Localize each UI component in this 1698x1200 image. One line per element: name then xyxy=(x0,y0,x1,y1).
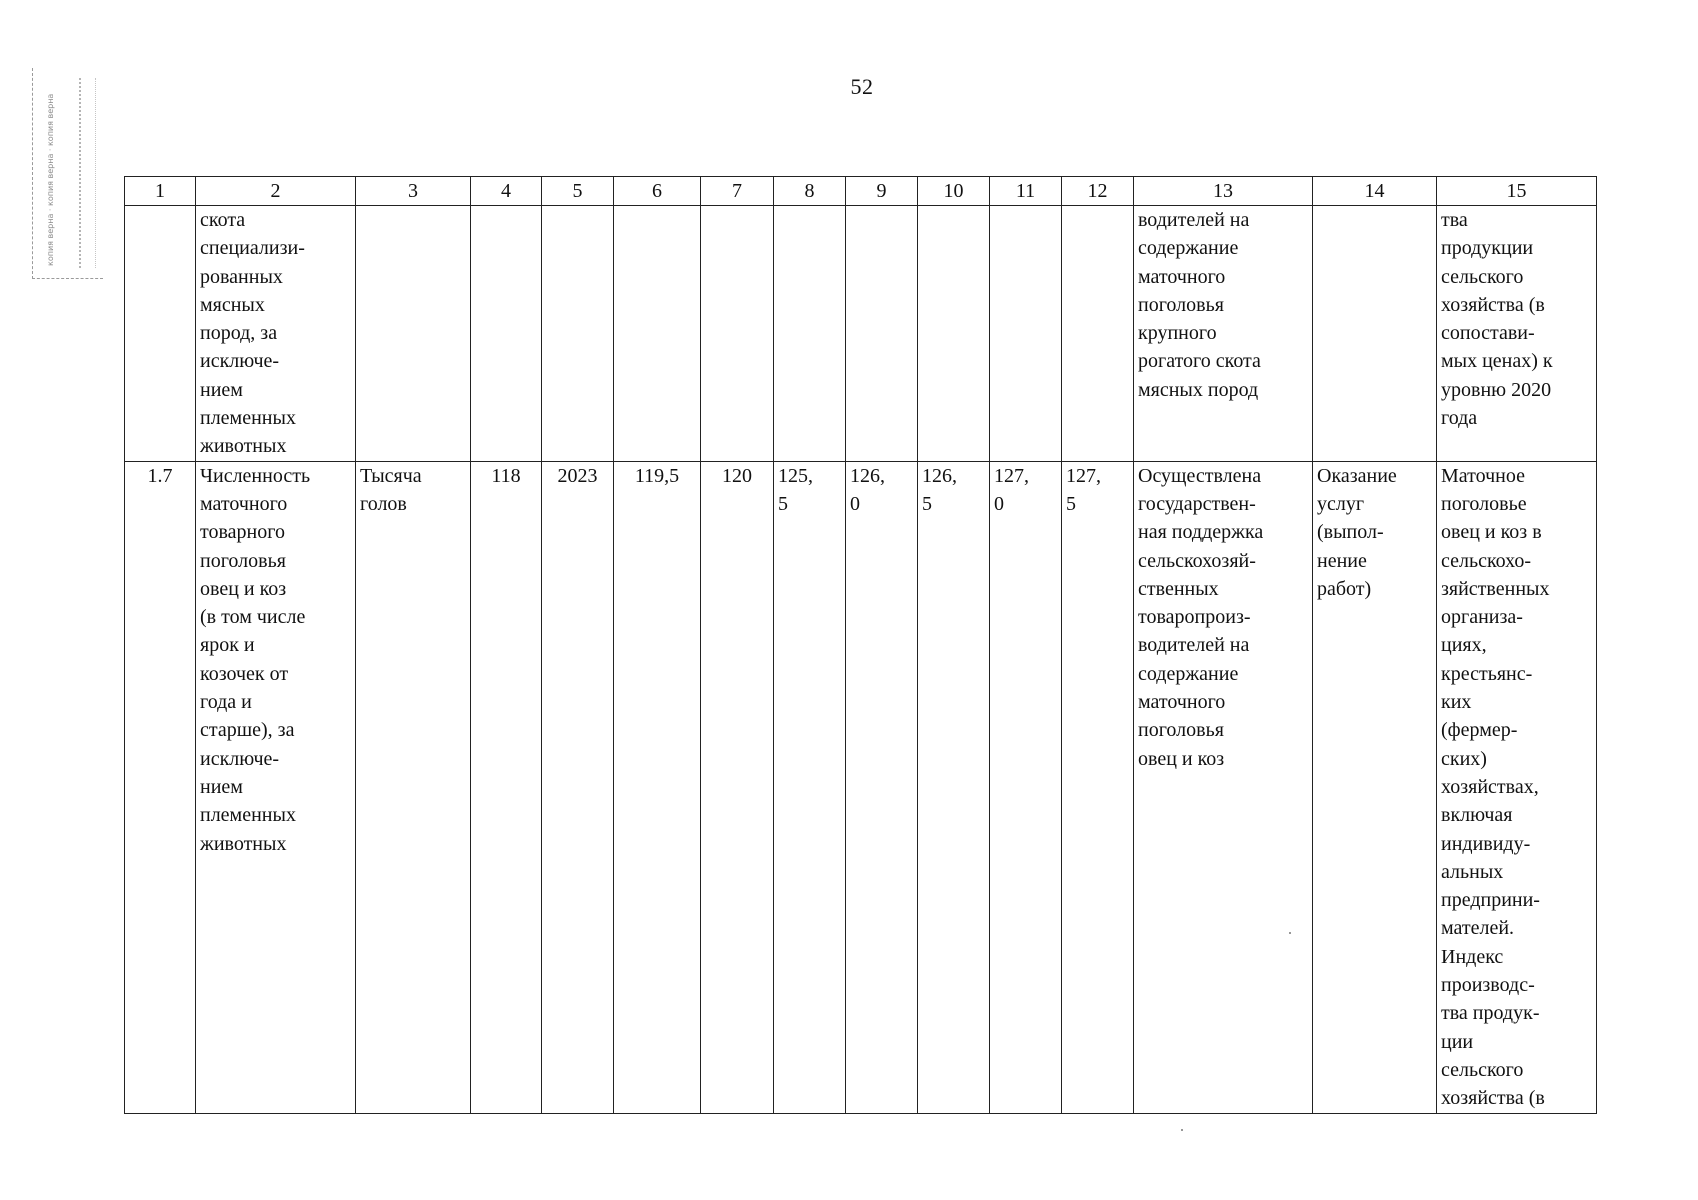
result-cell: Осуществлена государствен- ная поддержка сельскохозяй- ственных товаропроиз- водителей на содержание маточного поголовья овец и коз xyxy=(1134,461,1313,1113)
col-header: 15 xyxy=(1437,177,1597,206)
col-header: 13 xyxy=(1134,177,1313,206)
indicator-name: Численность маточного товарного поголовья овец и коз (в том числе ярок и козочек от года и старше), за исключе- нием племенных животных xyxy=(196,461,356,1113)
cell xyxy=(846,206,918,462)
stamp-marks xyxy=(79,78,96,268)
base-year: 2023 xyxy=(542,461,614,1113)
cell xyxy=(990,206,1062,462)
scan-speck xyxy=(1181,1129,1183,1131)
cell xyxy=(471,206,542,462)
page-number: 52 xyxy=(850,74,874,99)
table-row-1-7 xyxy=(125,461,1597,1113)
indicator-cell-continued: скота специализи- рованных мясных пород, за исключе- нием племенных животных xyxy=(196,206,356,462)
value-cell: 126, 5 xyxy=(918,461,990,1113)
cell xyxy=(918,206,990,462)
cell xyxy=(1313,206,1437,462)
table-row-continuation xyxy=(125,206,1597,462)
unit-cell: Тысяча голов xyxy=(356,461,471,1113)
col-header: 12 xyxy=(1062,177,1134,206)
relation-cell: Маточное поголовье овец и коз в сельскохо- зяйственных организа- циях, крестьянс- ких (фермер- ских) хозяйствах, включая индивиду- альных предприни- мателей. Индекс производс- тва продук- ции сельского хозяйства (в xyxy=(1437,461,1597,1113)
col-header: 2 xyxy=(196,177,356,206)
cell xyxy=(614,206,701,462)
header-row xyxy=(125,177,1597,206)
cell xyxy=(125,206,196,462)
result-type-cell: Оказание услуг (выпол- нение работ) xyxy=(1313,461,1437,1113)
value-cell: 119,5 xyxy=(614,461,701,1113)
cell xyxy=(356,206,471,462)
col-header: 3 xyxy=(356,177,471,206)
cell xyxy=(542,206,614,462)
value-cell: 120 xyxy=(701,461,774,1113)
certification-stamp xyxy=(32,68,103,279)
col-header: 7 xyxy=(701,177,774,206)
stamp-text: копия верна · копия верна · копия верна xyxy=(46,93,55,266)
value-cell: 126, 0 xyxy=(846,461,918,1113)
row-number: 1.7 xyxy=(125,461,196,1113)
relation-cell-continued: тва продукции сельского хозяйства (в сопостави- мых ценах) к уровню 2020 года xyxy=(1437,206,1597,462)
indicator-table xyxy=(124,176,1597,1114)
col-header: 6 xyxy=(614,177,701,206)
col-header: 9 xyxy=(846,177,918,206)
value-cell: 127, 0 xyxy=(990,461,1062,1113)
cell xyxy=(1062,206,1134,462)
value-cell: 127, 5 xyxy=(1062,461,1134,1113)
cell xyxy=(701,206,774,462)
base-value: 118 xyxy=(471,461,542,1113)
col-header: 14 xyxy=(1313,177,1437,206)
col-header: 5 xyxy=(542,177,614,206)
value-cell: 125, 5 xyxy=(774,461,846,1113)
col-header: 8 xyxy=(774,177,846,206)
col-header: 1 xyxy=(125,177,196,206)
col-header: 11 xyxy=(990,177,1062,206)
col-header: 4 xyxy=(471,177,542,206)
cell xyxy=(774,206,846,462)
result-cell-continued: водителей на содержание маточного поголовья крупного рогатого скота мясных пород xyxy=(1134,206,1313,462)
col-header: 10 xyxy=(918,177,990,206)
